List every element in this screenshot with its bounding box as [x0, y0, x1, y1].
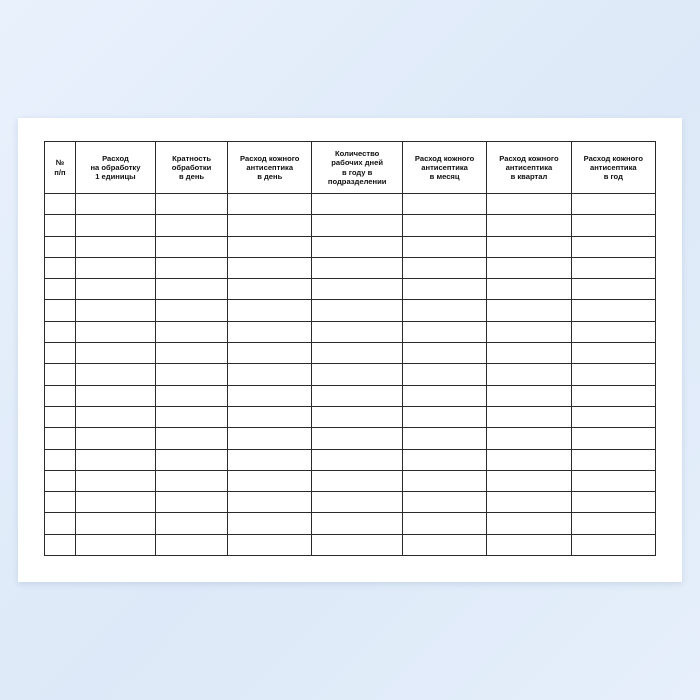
column-header-line: подразделении [327, 176, 387, 186]
column-header-line: антисептика [505, 162, 553, 172]
table-cell[interactable] [402, 406, 486, 427]
table-cell[interactable] [45, 279, 76, 300]
table-cell[interactable] [75, 406, 155, 427]
table-cell[interactable] [228, 321, 312, 342]
table-cell[interactable] [402, 449, 486, 470]
table-cell[interactable] [571, 321, 655, 342]
table-cell[interactable] [228, 470, 312, 491]
table-cell[interactable] [156, 492, 228, 513]
table-cell[interactable] [402, 279, 486, 300]
table-cell[interactable] [312, 279, 403, 300]
table-cell[interactable] [487, 321, 571, 342]
table-cell[interactable] [487, 449, 571, 470]
column-header-line: Кратность [172, 153, 212, 163]
table-cell[interactable] [75, 385, 155, 406]
table-cell[interactable] [228, 257, 312, 278]
table-cell[interactable] [156, 194, 228, 215]
col-antiseptic-per-month [402, 142, 486, 194]
table-cell[interactable] [75, 343, 155, 364]
table-cell[interactable] [156, 406, 228, 427]
table-cell[interactable] [571, 364, 655, 385]
table-cell[interactable] [571, 300, 655, 321]
table-cell[interactable] [45, 257, 76, 278]
table-cell[interactable] [228, 406, 312, 427]
col-antiseptic-per-quarter [487, 142, 571, 194]
table-cell[interactable] [156, 534, 228, 555]
column-header-line: Расход [102, 153, 129, 163]
table-cell[interactable] [45, 449, 76, 470]
column-header-line: в месяц [429, 172, 460, 182]
table-row[interactable] [45, 449, 656, 470]
table-cell[interactable] [402, 492, 486, 513]
table-cell[interactable] [312, 215, 403, 236]
table-header [45, 142, 656, 194]
column-header-line: п/п [54, 167, 66, 177]
paper-sheet [18, 118, 682, 582]
table-row[interactable] [45, 279, 656, 300]
table-cell[interactable] [156, 279, 228, 300]
table-cell[interactable] [402, 364, 486, 385]
table-cell[interactable] [228, 449, 312, 470]
column-header-line: в день [179, 172, 205, 182]
table-cell[interactable] [312, 449, 403, 470]
table-cell[interactable] [571, 279, 655, 300]
table-cell[interactable] [156, 449, 228, 470]
table-cell[interactable] [75, 449, 155, 470]
table-cell[interactable] [571, 513, 655, 534]
table-cell[interactable] [45, 194, 76, 215]
column-header-line: Расход кожного [499, 153, 559, 163]
column-header-line: на обработку [90, 162, 141, 172]
table-cell[interactable] [45, 492, 76, 513]
table-cell[interactable] [571, 470, 655, 491]
table-row[interactable] [45, 534, 656, 555]
table-cell[interactable] [228, 343, 312, 364]
column-header-line: № [55, 158, 65, 168]
table-cell[interactable] [156, 428, 228, 449]
column-header-line: Расход кожного [583, 153, 643, 163]
table-row[interactable] [45, 470, 656, 491]
table-cell[interactable] [75, 300, 155, 321]
table-row[interactable] [45, 364, 656, 385]
table-cell[interactable] [402, 236, 486, 257]
col-working-days-per-year [312, 142, 403, 194]
table-cell[interactable] [312, 236, 403, 257]
table-cell[interactable] [571, 534, 655, 555]
column-header-line: антисептика [589, 162, 637, 172]
column-header-line: в год [603, 172, 623, 182]
table-cell[interactable] [75, 364, 155, 385]
table-cell[interactable] [487, 428, 571, 449]
table-cell[interactable] [45, 406, 76, 427]
table-cell[interactable] [45, 385, 76, 406]
table-cell[interactable] [402, 215, 486, 236]
table-cell[interactable] [45, 470, 76, 491]
table-cell[interactable] [228, 215, 312, 236]
table-cell[interactable] [312, 492, 403, 513]
table-row[interactable] [45, 492, 656, 513]
table-cell[interactable] [402, 321, 486, 342]
table-cell[interactable] [228, 364, 312, 385]
table-cell[interactable] [75, 257, 155, 278]
table-cell[interactable] [75, 215, 155, 236]
column-header-line: Расход кожного [240, 153, 300, 163]
table-cell[interactable] [45, 321, 76, 342]
table-cell[interactable] [156, 321, 228, 342]
table-container [44, 141, 656, 556]
table-cell[interactable] [45, 364, 76, 385]
col-antiseptic-per-year [571, 142, 655, 194]
table-cell[interactable] [487, 534, 571, 555]
col-consumption-per-unit [75, 142, 155, 194]
table-cell[interactable] [312, 406, 403, 427]
table-cell[interactable] [45, 513, 76, 534]
table-cell[interactable] [571, 257, 655, 278]
table-cell[interactable] [156, 215, 228, 236]
table-cell[interactable] [228, 513, 312, 534]
column-header-line: Количество [335, 149, 380, 158]
table-cell[interactable] [487, 513, 571, 534]
table-cell[interactable] [571, 343, 655, 364]
table-cell[interactable] [75, 534, 155, 555]
table-cell[interactable] [156, 364, 228, 385]
table-row[interactable] [45, 321, 656, 342]
table-body [45, 194, 656, 556]
table-cell[interactable] [228, 492, 312, 513]
table-cell[interactable] [156, 236, 228, 257]
table-cell[interactable] [312, 428, 403, 449]
table-cell[interactable] [312, 513, 403, 534]
table-cell[interactable] [487, 215, 571, 236]
column-header-line: в году в [342, 167, 373, 177]
table-row[interactable] [45, 385, 656, 406]
table-cell[interactable] [45, 300, 76, 321]
table-cell[interactable] [487, 364, 571, 385]
table-cell[interactable] [487, 385, 571, 406]
table-cell[interactable] [228, 428, 312, 449]
table-cell[interactable] [312, 343, 403, 364]
table-cell[interactable] [75, 492, 155, 513]
table-cell[interactable] [45, 343, 76, 364]
table-cell[interactable] [402, 343, 486, 364]
table-cell[interactable] [487, 257, 571, 278]
table-row[interactable] [45, 300, 656, 321]
table-row[interactable] [45, 406, 656, 427]
table-cell[interactable] [228, 385, 312, 406]
table-cell[interactable] [75, 428, 155, 449]
table-cell[interactable] [312, 385, 403, 406]
table-cell[interactable] [45, 236, 76, 257]
antiseptic-consumption-table [44, 141, 656, 556]
table-cell[interactable] [75, 321, 155, 342]
table-cell[interactable] [156, 257, 228, 278]
table-cell[interactable] [228, 300, 312, 321]
table-cell[interactable] [571, 215, 655, 236]
table-row[interactable] [45, 257, 656, 278]
table-cell[interactable] [156, 343, 228, 364]
table-cell[interactable] [228, 534, 312, 555]
column-header-line: 1 единицы [95, 172, 136, 182]
table-cell[interactable] [312, 470, 403, 491]
column-header-line: рабочих дней [331, 158, 384, 168]
table-cell[interactable] [402, 257, 486, 278]
column-header-line: в квартал [510, 172, 548, 182]
table-cell[interactable] [402, 385, 486, 406]
table-cell[interactable] [487, 236, 571, 257]
table-cell[interactable] [75, 194, 155, 215]
table-cell[interactable] [75, 470, 155, 491]
column-header-line: Расход кожного [414, 153, 475, 163]
table-cell[interactable] [45, 534, 76, 555]
table-row[interactable] [45, 194, 656, 215]
table-cell[interactable] [228, 279, 312, 300]
table-cell[interactable] [487, 406, 571, 427]
table-cell[interactable] [571, 449, 655, 470]
table-cell[interactable] [312, 257, 403, 278]
table-cell[interactable] [228, 236, 312, 257]
col-frequency-per-day [156, 142, 228, 194]
column-header-line: обработки [171, 162, 212, 172]
table-cell[interactable] [571, 385, 655, 406]
table-cell[interactable] [312, 194, 403, 215]
table-cell[interactable] [312, 321, 403, 342]
table-cell[interactable] [571, 406, 655, 427]
table-cell[interactable] [402, 300, 486, 321]
table-cell[interactable] [312, 534, 403, 555]
table-cell[interactable] [156, 470, 228, 491]
table-cell[interactable] [487, 470, 571, 491]
table-cell[interactable] [75, 279, 155, 300]
table-cell[interactable] [45, 428, 76, 449]
table-cell[interactable] [402, 194, 486, 215]
column-header-line: антисептика [246, 162, 294, 172]
table-cell[interactable] [402, 470, 486, 491]
table-cell[interactable] [156, 300, 228, 321]
table-row[interactable] [45, 428, 656, 449]
table-cell[interactable] [487, 300, 571, 321]
table-header-row [45, 142, 656, 194]
table-cell[interactable] [487, 279, 571, 300]
table-row[interactable] [45, 343, 656, 364]
table-cell[interactable] [487, 343, 571, 364]
table-cell[interactable] [75, 513, 155, 534]
table-row[interactable] [45, 215, 656, 236]
table-row[interactable] [45, 236, 656, 257]
col-number [45, 142, 76, 194]
table-cell[interactable] [487, 492, 571, 513]
col-antiseptic-per-day [228, 142, 312, 194]
table-cell[interactable] [45, 215, 76, 236]
table-cell[interactable] [312, 300, 403, 321]
table-cell[interactable] [312, 364, 403, 385]
table-cell[interactable] [487, 194, 571, 215]
table-cell[interactable] [156, 385, 228, 406]
table-cell[interactable] [402, 513, 486, 534]
table-cell[interactable] [571, 236, 655, 257]
table-cell[interactable] [228, 194, 312, 215]
table-cell[interactable] [571, 428, 655, 449]
column-header-line: антисептика [421, 162, 468, 172]
table-cell[interactable] [402, 428, 486, 449]
table-cell[interactable] [156, 513, 228, 534]
table-cell[interactable] [75, 236, 155, 257]
table-cell[interactable] [571, 492, 655, 513]
table-cell[interactable] [571, 194, 655, 215]
column-header-line: в день [257, 172, 283, 182]
table-cell[interactable] [402, 534, 486, 555]
table-row[interactable] [45, 513, 656, 534]
